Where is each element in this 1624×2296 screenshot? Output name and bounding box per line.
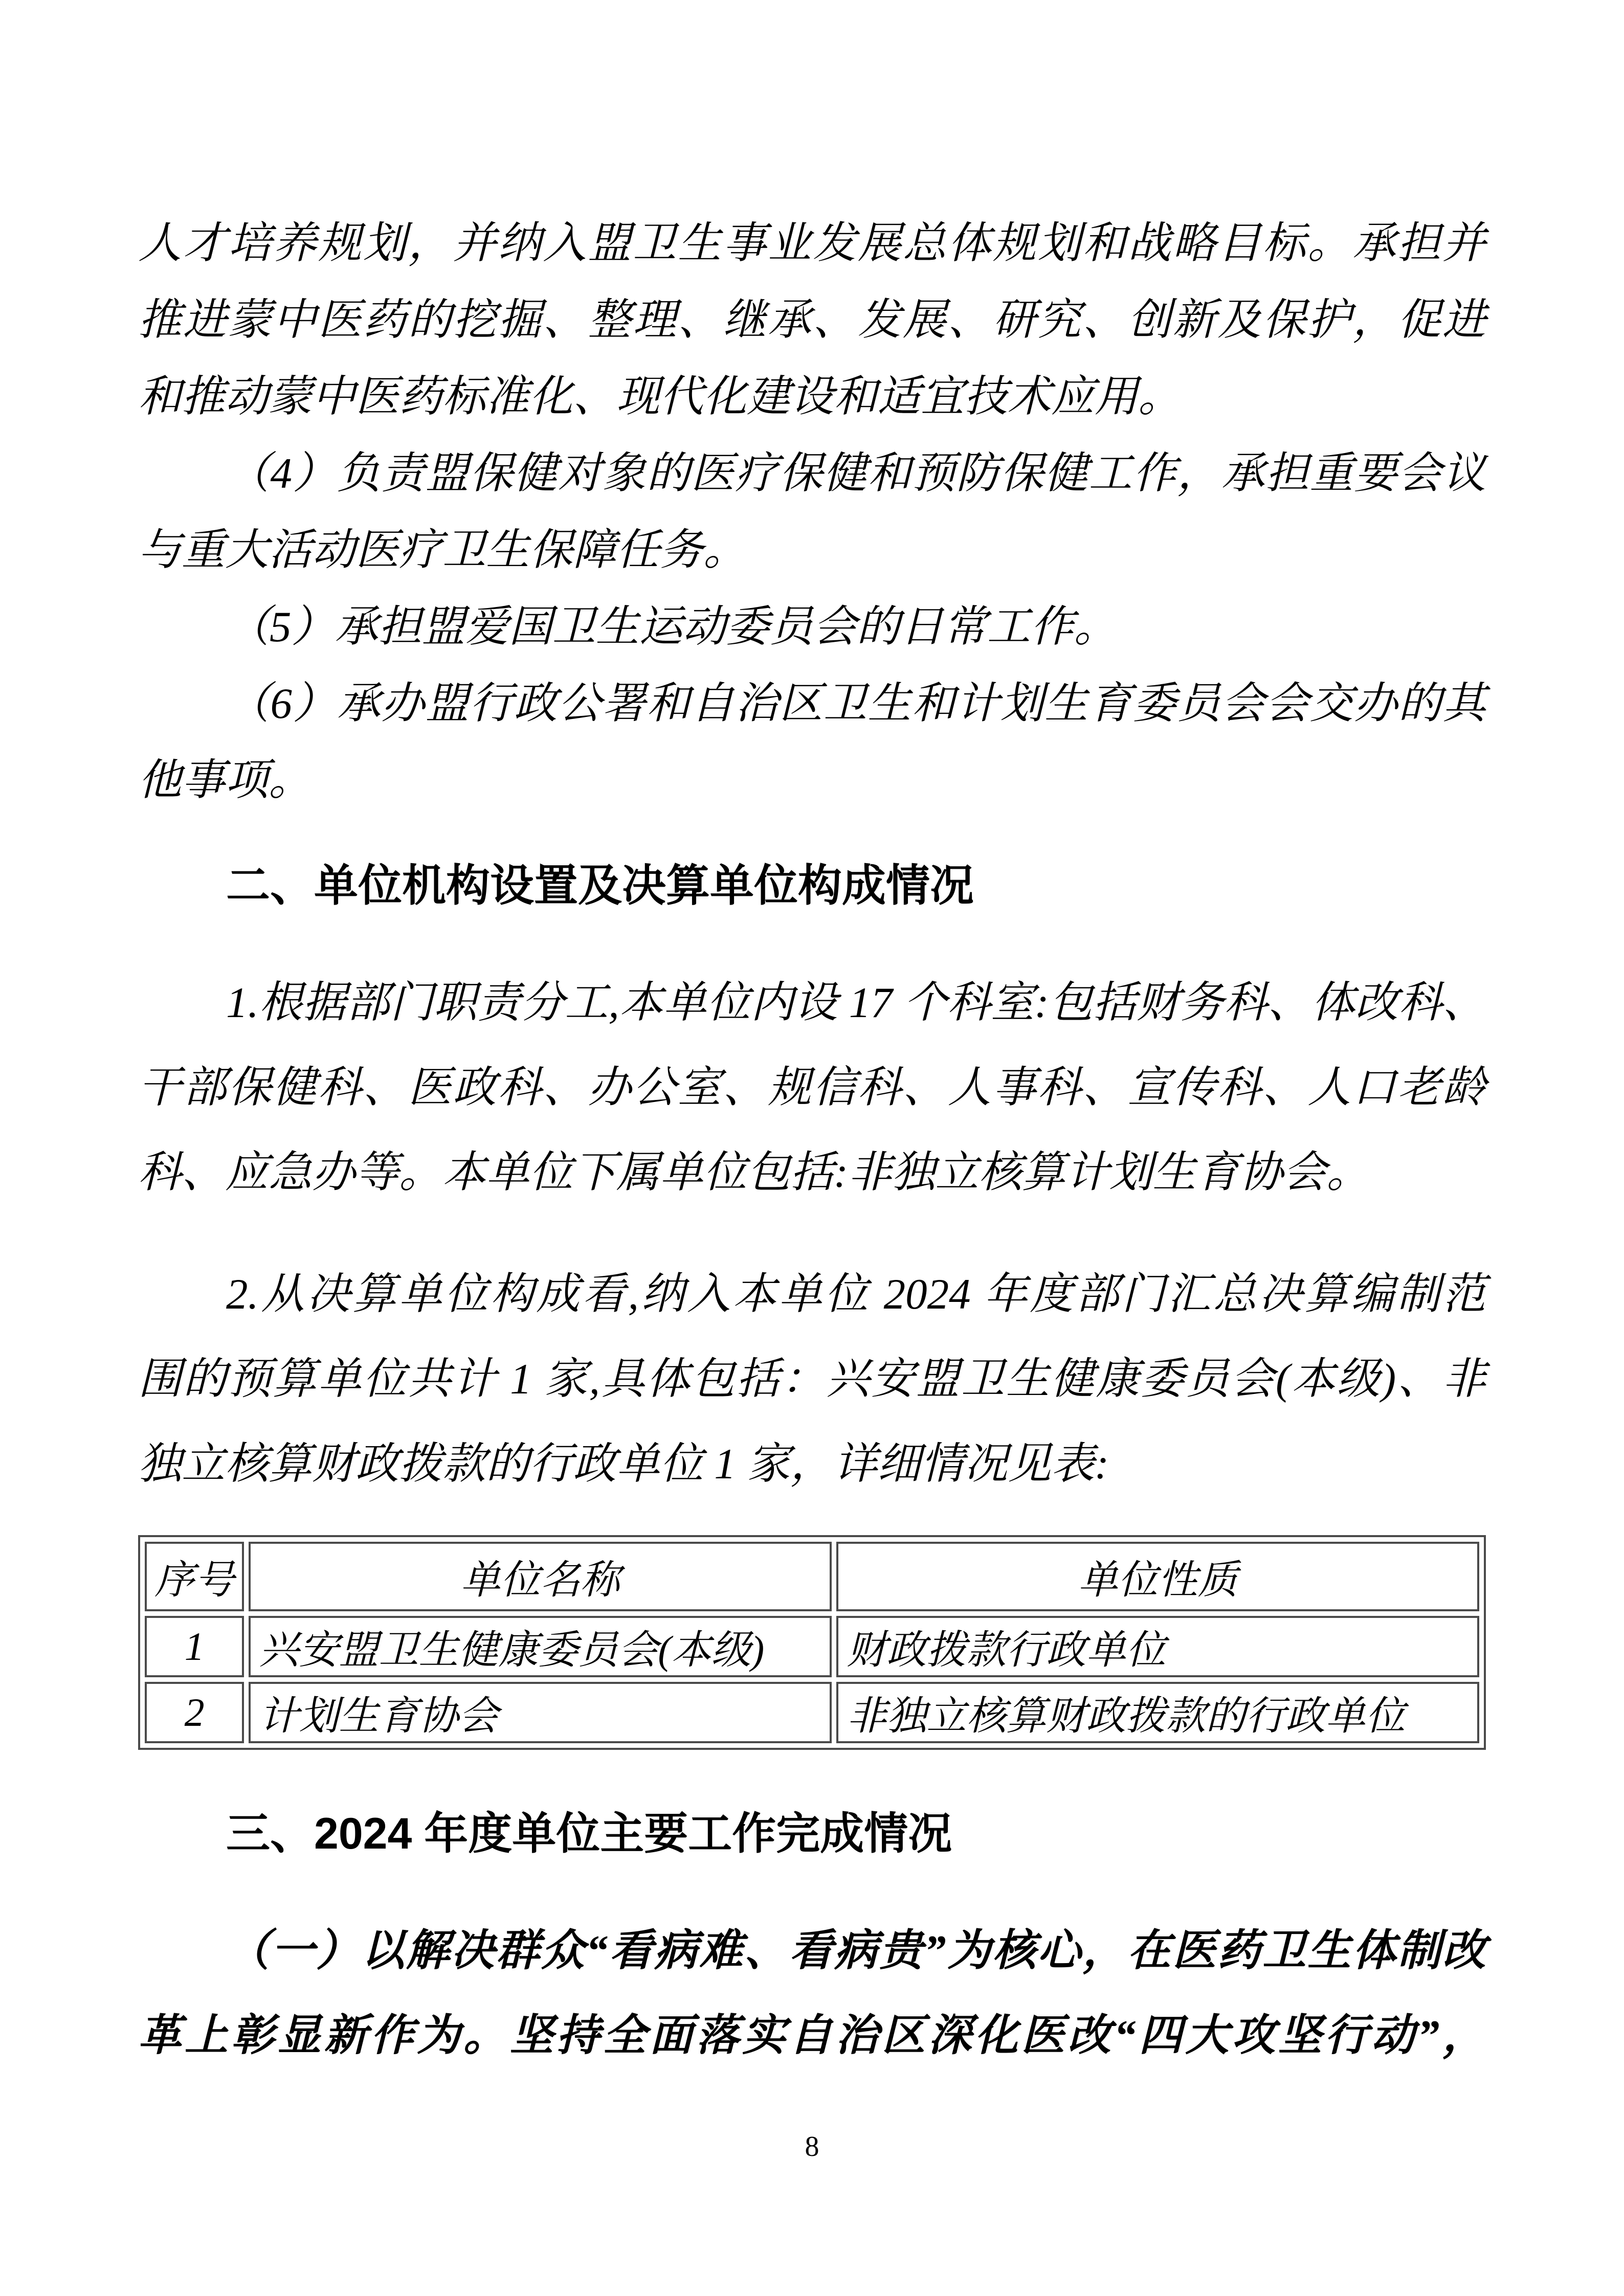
- body-line: 2.从决算单位构成看,纳入本单位 2024 年度部门汇总决算编制范: [226, 1270, 1486, 1318]
- table-row: [145, 1682, 1479, 1743]
- body-line: 和推动蒙中医药标准化、现代化建设和适宜技术应用。: [138, 373, 1182, 421]
- page-number: 8: [805, 2131, 819, 2163]
- paragraph-budget-units: [138, 1252, 1486, 1506]
- paragraph-internal-structure: [138, 960, 1486, 1215]
- body-line: （一）以解决群众“看病难、看病贵”为核心，在医药卫生体制改: [226, 1927, 1486, 1975]
- paragraph-duty-6: [138, 665, 1486, 819]
- table-row: [145, 1616, 1479, 1677]
- body-line: 独立核算财政拨款的行政单位 1 家，详细情况见表:: [138, 1440, 1109, 1488]
- paragraph-duty-5: [138, 589, 1486, 665]
- body-line: 革上彰显新作为。坚持全面落实自治区深化医改“四大攻坚行动”，: [138, 2012, 1486, 2060]
- cell-unit-name: 兴安盟卫生健康委员会(本级): [249, 1616, 832, 1677]
- column-header-index: 序号: [145, 1542, 244, 1611]
- section-heading-2: 二、单位机构设置及决算单位构成情况: [226, 861, 974, 910]
- body-line: 与重大活动医疗卫生保障任务。: [138, 526, 747, 574]
- page-content: [138, 0, 1486, 2163]
- table-header-row: [145, 1542, 1479, 1611]
- body-line: 干部保健科、医政科、办公室、规信科、人事科、宣传科、人口老龄: [138, 1064, 1486, 1112]
- column-header-nature: 单位性质: [836, 1542, 1479, 1611]
- units-table-wrapper: [138, 1535, 1486, 1750]
- column-header-name: 单位名称: [249, 1542, 832, 1611]
- cell-unit-nature: 非独立核算财政拨款的行政单位: [836, 1682, 1479, 1743]
- paragraph-duty-4: [138, 435, 1486, 589]
- paragraph-duties-tail: [138, 205, 1486, 435]
- body-line: （6）承办盟行政公署和自治区卫生和计划生育委员会会交办的其: [226, 680, 1486, 728]
- body-line: 科、应急办等。本单位下属单位包括:非独立核算计划生育协会。: [138, 1149, 1370, 1197]
- body-line: 围的预算单位共计 1 家,具体包括：兴安盟卫生健康委员会(本级)、非: [138, 1355, 1486, 1403]
- paragraph-work-item-1: [138, 1908, 1486, 2078]
- body-line: 推进蒙中医药的挖掘、整理、继承、发展、研究、创新及保护，促进: [138, 296, 1486, 344]
- cell-unit-name: 计划生育协会: [249, 1682, 832, 1743]
- units-table: [138, 1535, 1486, 1750]
- cell-index: 2: [145, 1682, 244, 1743]
- cell-index: 1: [145, 1616, 244, 1677]
- body-line: 人才培养规划，并纳入盟卫生事业发展总体规划和战略目标。承担并: [138, 219, 1486, 267]
- body-line: 1.根据部门职责分工,本单位内设 17 个科室:包括财务科、体改科、: [226, 979, 1486, 1027]
- section-heading-3: 三、2024 年度单位主要工作完成情况: [226, 1809, 952, 1858]
- body-line: （5）承担盟爱国卫生运动委员会的日常工作。: [226, 603, 1118, 651]
- cell-unit-nature: 财政拨款行政单位: [836, 1616, 1479, 1677]
- body-line: 他事项。: [138, 756, 313, 804]
- body-line: （4）负责盟保健对象的医疗保健和预防保健工作，承担重要会议: [226, 449, 1486, 498]
